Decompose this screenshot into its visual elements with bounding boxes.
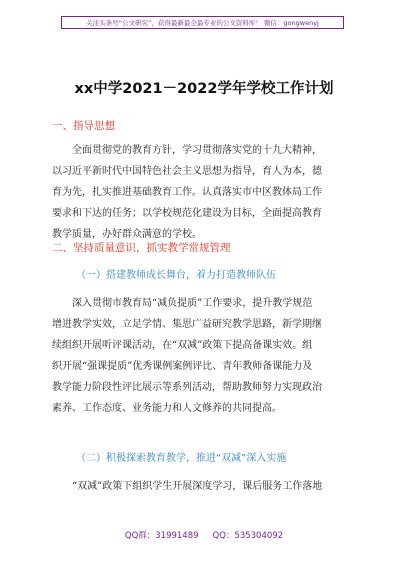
- section-heading-quality-management: 二、坚持质量意识，抓实教学常规管理: [52, 242, 231, 254]
- subsection-heading-teacher-growth: （一）搭建教师成长舞台，着力打造教师队伍: [76, 270, 276, 281]
- document-title: xx中学2021－2022学年学校工作计划: [74, 81, 334, 97]
- footer-contact: [0, 529, 408, 541]
- subsection-heading-double-reduction: （二）积极探索教育教学，推进“双减”深入实施: [76, 453, 287, 464]
- paragraph-line: 以习近平新时代中国特色社会主义思想为指导，育人为本，德: [52, 166, 322, 177]
- paragraph-line: 教学质量，办好群众满意的学校。: [52, 229, 202, 240]
- paragraph-line: 教学能力阶段性评比展示等系列活动，帮助教师努力实现政治: [52, 382, 322, 393]
- paragraph-line: 续组织开展听评课活动，在“双减”政策下提高备课实效。组: [52, 340, 313, 351]
- paragraph-line: 素养、工作态度、业务能力和人文修养的共同提高。: [52, 403, 282, 414]
- paragraph-line: 育为先，扎实推进基础教育工作。认真落实市中区教体局工作: [52, 187, 322, 198]
- footer-qq-number: QQ：535304092: [212, 531, 284, 541]
- footer-qq-group: QQ群：31991489: [124, 531, 199, 541]
- section-heading-guiding-ideology: 一、指导思想: [52, 120, 115, 132]
- paragraph-line: 深入贯彻市教育局“减负提质”工作要求，提升教学规范: [72, 298, 313, 309]
- paragraph-line: 全面贯彻党的教育方针，学习贯彻落实党的十九大精神，: [72, 145, 322, 156]
- promo-banner-text: 关注头条号“公文研究”，获得最新最全最专业的公文资料库！ 微信：gongwenyj: [86, 19, 319, 27]
- paragraph-line: 要求和下达的任务；以学校规范化建设为目标，全面提高教育: [52, 208, 322, 219]
- promo-banner: [61, 16, 344, 29]
- paragraph-teacher-growth: [52, 293, 356, 419]
- paragraph-line: “双减”政策下组织学生开展深度学习，课后服务工作落地: [72, 481, 323, 492]
- paragraph-line: 增进教学实效，立足学情、集思广益研究教学思路，新学期继: [52, 319, 322, 330]
- paragraph-guiding-ideology: [52, 140, 356, 245]
- paragraph-double-reduction: [52, 476, 356, 497]
- paragraph-line: 织开展“强课提质”优秀课例案例评比、青年教师备课能力及: [52, 361, 313, 372]
